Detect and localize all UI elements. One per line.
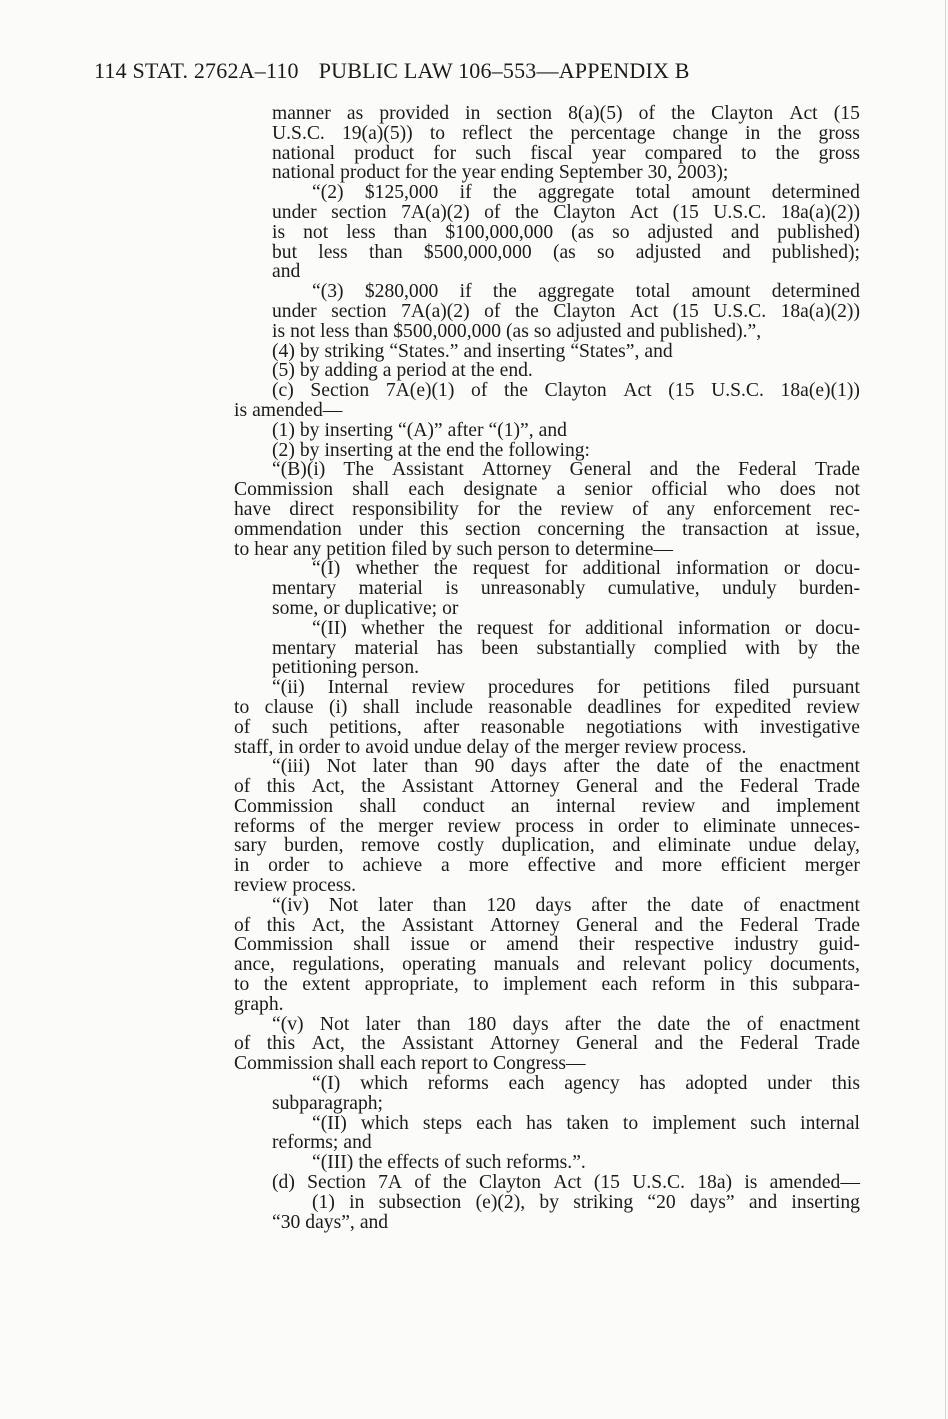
- text-line: Commission shall conduct an internal review and implement: [234, 795, 860, 817]
- body-text: [234, 104, 860, 1232]
- page-edge-line: [945, 0, 946, 1419]
- text-line: (1) in subsection (e)(2), by striking “20 days” and inserting: [312, 1191, 860, 1213]
- text-line: (4) by striking “States.” and inserting “States”, and: [272, 340, 673, 362]
- text-line: “(iv) Not later than 120 days after the date of enactment: [272, 894, 860, 916]
- text-line: (d) Section 7A of the Clayton Act (15 U.S.C. 18a) is amended—: [272, 1172, 860, 1194]
- text-line: subparagraph;: [272, 1092, 383, 1114]
- text-line: of this Act, the Assistant Attorney General and the Federal Trade: [234, 776, 860, 798]
- text-line: (1) by inserting “(A)” after “(1)”, and: [272, 419, 567, 441]
- text-line: “(I) whether the request for additional information or docu-: [312, 558, 860, 580]
- text-line: manner as provided in section 8(a)(5) of the Clayton Act (15: [272, 103, 860, 124]
- text-line: petitioning person.: [272, 657, 420, 679]
- text-line: “(I) which reforms each agency has adopted under this: [312, 1073, 860, 1095]
- text-line: in order to achieve a more effective and more efficient merger: [234, 855, 860, 877]
- text-line: to the extent appropriate, to implement each reform in this subpara-: [234, 974, 860, 996]
- text-line: to hear any petition filed by such person to determine—: [234, 538, 673, 560]
- text-line: staff, in order to avoid undue delay of the merger review process.: [234, 736, 747, 758]
- text-line: national product for such fiscal year compared to the gross: [272, 142, 860, 164]
- text-line: “(II) whether the request for additional information or docu-: [312, 617, 860, 639]
- text-line: “(3) $280,000 if the aggregate total amount determined: [312, 281, 860, 303]
- statute-citation: 114 STAT. 2762A–110: [94, 58, 299, 83]
- text-line: of this Act, the Assistant Attorney General and the Federal Trade: [234, 1033, 860, 1055]
- text-line: Commission shall each report to Congress—: [234, 1053, 586, 1075]
- text-line: mentary material has been substantially complied with by the: [272, 637, 860, 659]
- text-line: “(B)(i) The Assistant Attorney General and the Federal Trade: [272, 459, 860, 481]
- text-line: of this Act, the Assistant Attorney General and the Federal Trade: [234, 914, 860, 936]
- text-line: “(ii) Internal review procedures for petitions filed pursuant: [272, 677, 860, 699]
- text-line: is amended—: [234, 399, 343, 421]
- text-line: is not less than $500,000,000 (as so adjusted and published).”,: [272, 320, 762, 342]
- text-line: “(2) $125,000 if the aggregate total amount determined: [312, 182, 860, 204]
- text-line: of such petitions, after reasonable negotiations with investigative: [234, 716, 860, 738]
- text-line: U.S.C. 19(a)(5)) to reflect the percentage change in the gross: [272, 122, 860, 144]
- text-line: (2) by inserting at the end the following:: [272, 439, 590, 461]
- text-line: reforms of the merger review process in order to eliminate unneces-: [234, 815, 860, 837]
- text-line: under section 7A(a)(2) of the Clayton Act (15 U.S.C. 18a(a)(2)): [272, 300, 860, 322]
- text-line: “(iii) Not later than 90 days after the date of the enactment: [272, 756, 860, 778]
- text-line: graph.: [234, 993, 284, 1015]
- text-line: some, or duplicative; or: [272, 597, 459, 619]
- text-line: “30 days”, and: [272, 1211, 389, 1233]
- text-line: sary burden, remove costly duplication, and eliminate undue delay,: [234, 835, 860, 857]
- text-line: have direct responsibility for the review of any enforcement rec-: [234, 498, 860, 520]
- law-title: PUBLIC LAW 106–553—APPENDIX B: [318, 58, 690, 83]
- text-line: national product for the year ending September 30, 2003);: [272, 162, 729, 184]
- text-line: and: [272, 261, 301, 283]
- text-line: to clause (i) shall include reasonable deadlines for expedited review: [234, 696, 860, 718]
- text-line: “(v) Not later than 180 days after the date the of enactment: [272, 1013, 860, 1035]
- text-line: ommendation under this section concerning the transaction at issue,: [234, 518, 860, 540]
- text-line: (c) Section 7A(e)(1) of the Clayton Act (15 U.S.C. 18a(e)(1)): [272, 380, 860, 402]
- page-header: [94, 58, 690, 84]
- text-line: mentary material is unreasonably cumulative, unduly burden-: [272, 578, 860, 600]
- text-line: ance, regulations, operating manuals and relevant policy documents,: [234, 954, 860, 976]
- text-line: under section 7A(a)(2) of the Clayton Act (15 U.S.C. 18a(a)(2)): [272, 201, 860, 223]
- text-line: review process.: [234, 875, 356, 897]
- text-line: Commission shall issue or amend their respective industry guid-: [234, 934, 860, 956]
- text-line: Commission shall each designate a senior official who does not: [234, 479, 860, 501]
- text-line: “(III) the effects of such reforms.”.: [312, 1152, 586, 1174]
- text-line: (5) by adding a period at the end.: [272, 360, 533, 382]
- text-line: reforms; and: [272, 1132, 372, 1154]
- text-line: but less than $500,000,000 (as so adjusted and published);: [272, 241, 860, 263]
- text-line: “(II) which steps each has taken to implement such internal: [312, 1112, 860, 1134]
- text-line: is not less than $100,000,000 (as so adjusted and published): [272, 221, 860, 243]
